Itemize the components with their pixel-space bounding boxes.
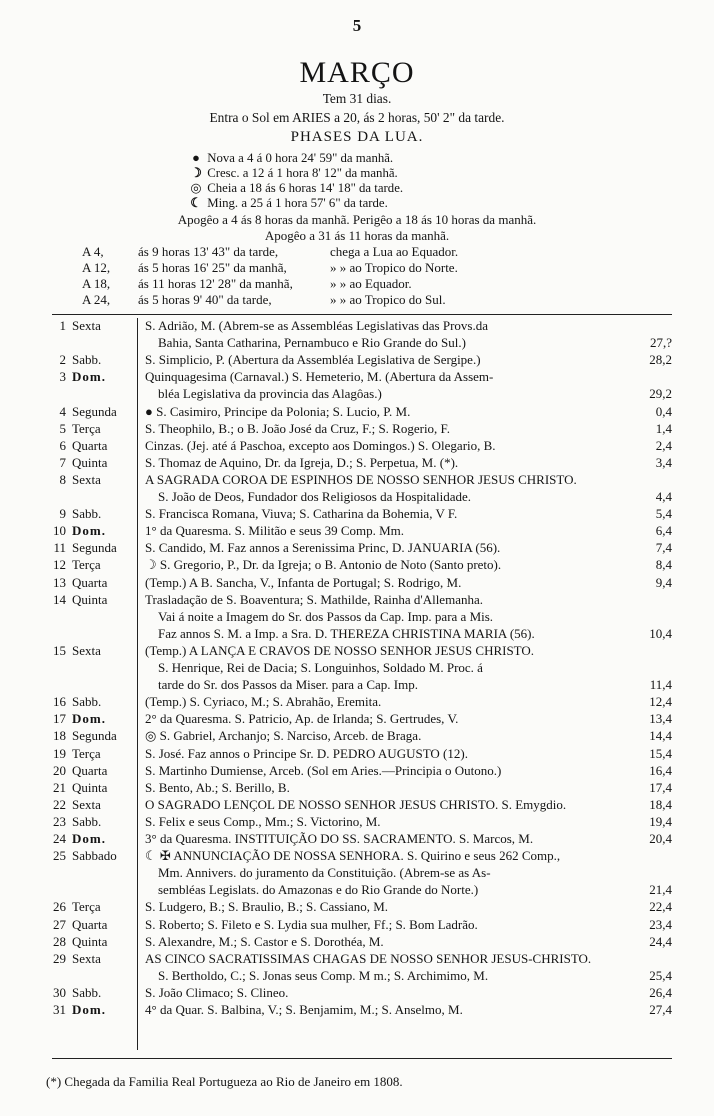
page-number: 5 — [352, 16, 362, 35]
saint-line: Faz annos S. M. a Imp. a Sra. D. THEREZA CHRISTINA MARIA (56). — [158, 625, 535, 641]
day-number: 10 — [53, 523, 66, 539]
weekday: Sabbado — [72, 848, 117, 864]
moon-age: 12,4 — [649, 694, 672, 710]
calendar-row — [0, 318, 714, 352]
calendar-row — [0, 711, 714, 728]
day-number: 7 — [59, 454, 66, 470]
saint-line: S. Theophilo, B.; o B. João José da Cruz, F.; S. Rogerio, F. — [145, 420, 450, 436]
phases-title: PHASES DA LUA. — [290, 129, 424, 145]
waning-moon-icon: ☾ — [190, 196, 202, 210]
saint-line: S. Martinho Dumiense, Arceb. (Sol em Aries.—Principia o Outono.) — [145, 762, 502, 778]
moon-age: 26,4 — [649, 984, 672, 1000]
day-number: 17 — [53, 711, 66, 727]
day-number: 16 — [53, 694, 66, 710]
saint-line: S. Felix e seus Comp., Mm.; S. Victorino, M. — [145, 813, 381, 829]
crossing-date: A 4, — [82, 244, 104, 259]
moon-age: 28,2 — [649, 352, 672, 368]
crossing-event: » » ao Tropico do Sul. — [330, 292, 446, 307]
table-bottom-rule — [52, 1058, 672, 1059]
calendar-row — [0, 352, 714, 369]
weekday: Quarta — [72, 916, 108, 932]
equator-crossing — [82, 276, 412, 292]
weekday: Sexta — [72, 471, 101, 487]
day-number: 6 — [59, 437, 66, 453]
saint-line: (Temp.) A LANÇA E CRAVOS DE NOSSO SENHOR JESUS CHRISTO. — [145, 642, 535, 658]
saint-line: sembléas Legislats. do Amazonas e do Rio Grande do Norte.) — [158, 882, 479, 898]
day-number: 13 — [53, 574, 66, 590]
day-number: 1 — [59, 318, 66, 333]
saint-line: ☾ ✠ ANNUNCIAÇÃO DE NOSSA SENHORA. S. Quirino e seus 262 Comp., — [145, 848, 561, 864]
weekday: Sexta — [72, 318, 101, 333]
crossing-date: A 12, — [82, 260, 111, 275]
saint-line: S. João Climaco; S. Clineo. — [145, 984, 289, 1000]
saint-line: S. Ludgero, B.; S. Braulio, B.; S. Cassiano, M. — [145, 899, 389, 915]
calendar-row — [0, 575, 714, 592]
crossing-date: A 24, — [82, 292, 111, 307]
calendar-row — [0, 848, 714, 899]
equator-crossing — [82, 244, 458, 260]
saint-line: S. José. Faz annos o Principe Sr. D. PEDRO AUGUSTO (12). — [145, 745, 468, 761]
day-number: 11 — [53, 540, 66, 556]
crossing-date: A 18, — [82, 276, 111, 291]
phase-text: Cheia a 18 ás 6 horas 14' 18" da tarde. — [207, 181, 404, 195]
day-number: 23 — [53, 813, 66, 829]
saint-line: AS CINCO SACRATISSIMAS CHAGAS DE NOSSO SENHOR JESUS-CHRISTO. — [145, 950, 592, 966]
calendar-row — [0, 472, 714, 506]
calendar-row — [0, 369, 714, 403]
calendar-row — [0, 985, 714, 1002]
day-number: 9 — [59, 506, 66, 522]
moon-age: 18,4 — [649, 796, 672, 812]
moon-age: 15,4 — [649, 745, 672, 761]
day-number: 26 — [53, 899, 66, 915]
saint-line: Vai á noite a Imagem do Sr. dos Passos da Cap. Imp. para a Mis. — [158, 608, 494, 624]
day-number: 19 — [53, 745, 66, 761]
calendar-row — [0, 780, 714, 797]
weekday: Sabb. — [72, 352, 102, 368]
moon-phase-new — [188, 151, 393, 166]
moon-age: 25,4 — [649, 967, 672, 983]
moon-age: 23,4 — [649, 916, 672, 932]
month-days: Tem 31 dias. — [322, 91, 392, 106]
calendar-row — [0, 592, 714, 643]
crossing-time: ás 11 horas 12' 28" da manhã, — [138, 276, 293, 291]
day-number: 18 — [53, 728, 66, 744]
crescent-moon-icon: ☽ — [190, 166, 202, 180]
calendar-row — [0, 557, 714, 574]
weekday: Terça — [72, 899, 101, 915]
saint-line: Mm. Annivers. do juramento da Constituição. (Abrem-se as As- — [158, 865, 491, 881]
day-number: 20 — [53, 762, 66, 778]
saint-line: ◎ S. Gabriel, Archanjo; S. Narciso, Arceb. de Braga. — [145, 728, 422, 744]
saint-line: S. Roberto; S. Fileto e S. Lydia sua mulher, Ff.; S. Bom Ladrão. — [145, 916, 478, 932]
moon-age: 11,4 — [649, 677, 672, 693]
calendar-row — [0, 797, 714, 814]
moon-age: 14,4 — [649, 728, 672, 744]
day-number: 30 — [53, 984, 66, 1000]
saint-line: S. Alexandre, M.; S. Castor e S. Dorothéa, M. — [145, 933, 384, 949]
moon-age: 24,4 — [649, 933, 672, 949]
day-number: 24 — [53, 831, 66, 846]
saint-line: (Temp.) S. Cyriaco, M.; S. Abrahão, Eremita. — [145, 694, 382, 710]
weekday: Terça — [72, 745, 101, 761]
footnote: (*) Chegada da Familia Real Portugueza ao Rio de Janeiro em 1808. — [46, 1074, 403, 1089]
apogee-line: Apogêo a 4 ás 8 horas da manhã. Perigêo a 18 ás 10 horas da manhã. — [177, 212, 537, 227]
day-number: 27 — [53, 916, 66, 932]
saint-line: S. Adrião, M. (Abrem-se as Assembléas Legislativas das Provs.da — [145, 318, 489, 333]
saint-line: ● S. Casimiro, Principe da Polonia; S. Lucio, P. M. — [145, 403, 411, 419]
calendar-row — [0, 438, 714, 455]
saint-line: Trasladação de S. Boaventura; S. Mathilde, Rainha d'Allemanha. — [145, 591, 483, 607]
saint-line: S. Henrique, Rei de Dacia; S. Longuinhos, Soldado M. Proc. á — [158, 659, 483, 675]
calendar-row — [0, 814, 714, 831]
saint-line: bléa Legislativa da provincia das Alagôas.) — [158, 386, 382, 402]
calendar-row — [0, 951, 714, 985]
calendar-row — [0, 523, 714, 540]
calendar-row — [0, 899, 714, 916]
weekday: Sabb. — [72, 984, 102, 1000]
equator-crossing — [82, 292, 446, 308]
saint-line: S. João de Deos, Fundador dos Religiosos da Hospitalidade. — [158, 488, 472, 504]
weekday: Quarta — [72, 574, 108, 590]
weekday: Quinta — [72, 933, 108, 949]
moon-age: 27,4 — [649, 1002, 672, 1017]
saint-line: S. Bertholdo, C.; S. Jonas seus Comp. M m.; S. Archimimo, M. — [158, 967, 489, 983]
moon-age: 22,4 — [649, 899, 672, 915]
saint-line: S. Francisca Romana, Viuva; S. Catharina da Bohemia, V F. — [145, 506, 458, 522]
weekday: Sabb. — [72, 813, 102, 829]
weekday: Sexta — [72, 796, 101, 812]
weekday: Segunda — [72, 540, 117, 556]
month-title: MARÇO — [299, 56, 415, 89]
calendar-row — [0, 540, 714, 557]
crossing-event: » » ao Equador. — [330, 276, 412, 291]
calendar-row — [0, 831, 714, 848]
weekday: Dom. — [72, 711, 106, 727]
weekday: Segunda — [72, 728, 117, 744]
day-number: 22 — [53, 796, 66, 812]
moon-age: 2,4 — [655, 437, 672, 453]
phase-text: Nova a 4 á 0 hora 24' 59" da manhã. — [207, 151, 394, 165]
calendar-row — [0, 455, 714, 472]
moon-age: 9,4 — [655, 574, 672, 590]
weekday: Dom. — [72, 523, 106, 539]
calendar-row — [0, 934, 714, 951]
weekday: Quinta — [72, 779, 108, 795]
moon-age: 4,4 — [655, 488, 672, 504]
day-number: 29 — [53, 950, 66, 966]
day-number: 2 — [59, 352, 66, 368]
crossing-time: ás 5 horas 16' 25" da manhã, — [138, 260, 287, 275]
weekday: Sexta — [72, 950, 101, 966]
day-number: 3 — [59, 369, 66, 385]
calendar-row — [0, 643, 714, 694]
moon-phase-full — [188, 181, 403, 196]
calendar-row — [0, 694, 714, 711]
moon-age: 21,4 — [649, 882, 672, 898]
moon-age: 20,4 — [649, 831, 672, 846]
day-number: 4 — [59, 403, 66, 419]
saint-line: Bahia, Santa Catharina, Pernambuco e Rio Grande do Sul.) — [158, 335, 466, 351]
calendar-row — [0, 506, 714, 523]
moon-age: 13,4 — [649, 711, 672, 727]
saint-line: A SAGRADA COROA DE ESPINHOS DE NOSSO SENHOR JESUS CHRISTO. — [145, 471, 577, 487]
table-top-rule — [52, 314, 672, 315]
moon-age: 3,4 — [655, 454, 672, 470]
moon-phase-crescent — [188, 166, 398, 181]
moon-age: 1,4 — [655, 420, 672, 436]
moon-age: 19,4 — [649, 813, 672, 829]
weekday: Quarta — [72, 437, 108, 453]
weekday: Sabb. — [72, 506, 102, 522]
phase-text: Cresc. a 12 á 1 hora 8' 12" da manhã. — [207, 166, 398, 180]
weekday: Quinta — [72, 591, 108, 607]
saint-line: S. Simplicio, P. (Abertura da Assembléa Legislativa de Sergipe.) — [145, 352, 481, 368]
moon-age: 7,4 — [655, 540, 672, 556]
moon-phase-waning — [188, 196, 388, 211]
weekday: Dom. — [72, 831, 106, 846]
equator-crossing — [82, 260, 458, 276]
weekday: Terça — [72, 557, 101, 573]
moon-age: 29,2 — [649, 386, 672, 402]
weekday: Sexta — [72, 642, 101, 658]
moon-age: 0,4 — [655, 403, 672, 419]
weekday: Segunda — [72, 403, 117, 419]
saint-line: 4° da Quar. S. Balbina, V.; S. Benjamim, M.; S. Anselmo, M. — [145, 1002, 463, 1017]
moon-age: 6,4 — [655, 523, 672, 539]
saint-line: Cinzas. (Jej. até á Paschoa, excepto aos Domingos.) S. Olegario, B. — [145, 437, 496, 453]
calendar-row — [0, 421, 714, 438]
day-number: 8 — [59, 471, 66, 487]
weekday: Quarta — [72, 762, 108, 778]
full-moon-icon: ◎ — [190, 181, 202, 195]
calendar-row — [0, 404, 714, 421]
day-number: 21 — [53, 779, 66, 795]
day-number: 15 — [53, 642, 66, 658]
day-number: 5 — [59, 420, 66, 436]
saint-line: 1° da Quaresma. S. Militão e seus 39 Comp. Mm. — [145, 523, 405, 539]
saint-line: (Temp.) A B. Sancha, V., Infanta de Portugal; S. Rodrigo, M. — [145, 574, 462, 590]
calendar-row — [0, 728, 714, 745]
day-number: 12 — [53, 557, 66, 573]
calendar-row — [0, 746, 714, 763]
weekday: Terça — [72, 420, 101, 436]
moon-age: 5,4 — [655, 506, 672, 522]
crossing-time: ás 9 horas 13' 43" da tarde, — [138, 244, 279, 259]
day-number: 28 — [53, 933, 66, 949]
weekday: Dom. — [72, 1002, 106, 1017]
crossing-time: ás 5 horas 9' 40" da tarde, — [138, 292, 272, 307]
saint-line: O SAGRADO LENÇOL DE NOSSO SENHOR JESUS CHRISTO. S. Emygdio. — [145, 796, 567, 812]
saint-line: S. Candido, M. Faz annos a Serenissima Princ, D. JANUARIA (56). — [145, 540, 501, 556]
weekday: Quinta — [72, 454, 108, 470]
phase-text: Ming. a 25 á 1 hora 57' 6" da tarde. — [207, 196, 388, 210]
moon-age: 8,4 — [655, 557, 672, 573]
day-number: 25 — [53, 848, 66, 864]
day-number: 31 — [53, 1002, 66, 1017]
saint-line: tarde do Sr. dos Passos da Miser. para a Cap. Imp. — [158, 677, 418, 693]
apogee-line: Apogêo a 31 ás 11 horas da manhã. — [264, 228, 450, 243]
crossing-event: » » ao Tropico do Norte. — [330, 260, 458, 275]
saint-line: ☽ S. Gregorio, P., Dr. da Igreja; o B. Antonio de Noto (Santo preto). — [145, 557, 502, 573]
crossing-event: chega a Lua ao Equador. — [330, 244, 459, 259]
calendar-row — [0, 763, 714, 780]
saint-line: S. Bento, Ab.; S. Berillo, B. — [145, 779, 290, 795]
weekday: Dom. — [72, 369, 106, 385]
day-number: 14 — [53, 591, 66, 607]
calendar-row — [0, 917, 714, 934]
calendar-row — [0, 1002, 714, 1019]
saint-line: 3° da Quaresma. INSTITUIÇÃO DO SS. SACRAMENTO. S. Marcos, M. — [145, 831, 534, 846]
saint-line: Quinquagesima (Carnaval.) S. Hemeterio, M. (Abertura da Assem- — [145, 369, 494, 385]
moon-age: 16,4 — [649, 762, 672, 778]
new-moon-icon: ● — [192, 151, 200, 165]
moon-age: 27,? — [649, 335, 672, 351]
sun-entry: Entra o Sol em ARIES a 20, ás 2 horas, 50' 2" da tarde. — [209, 110, 505, 125]
weekday: Sabb. — [72, 694, 102, 710]
saint-line: 2° da Quaresma. S. Patricio, Ap. de Irlanda; S. Gertrudes, V. — [145, 711, 459, 727]
moon-age: 17,4 — [649, 779, 672, 795]
saint-line: S. Thomaz de Aquino, Dr. da Igreja, D.; S. Perpetua, M. (*). — [145, 454, 459, 470]
moon-age: 10,4 — [649, 625, 672, 641]
